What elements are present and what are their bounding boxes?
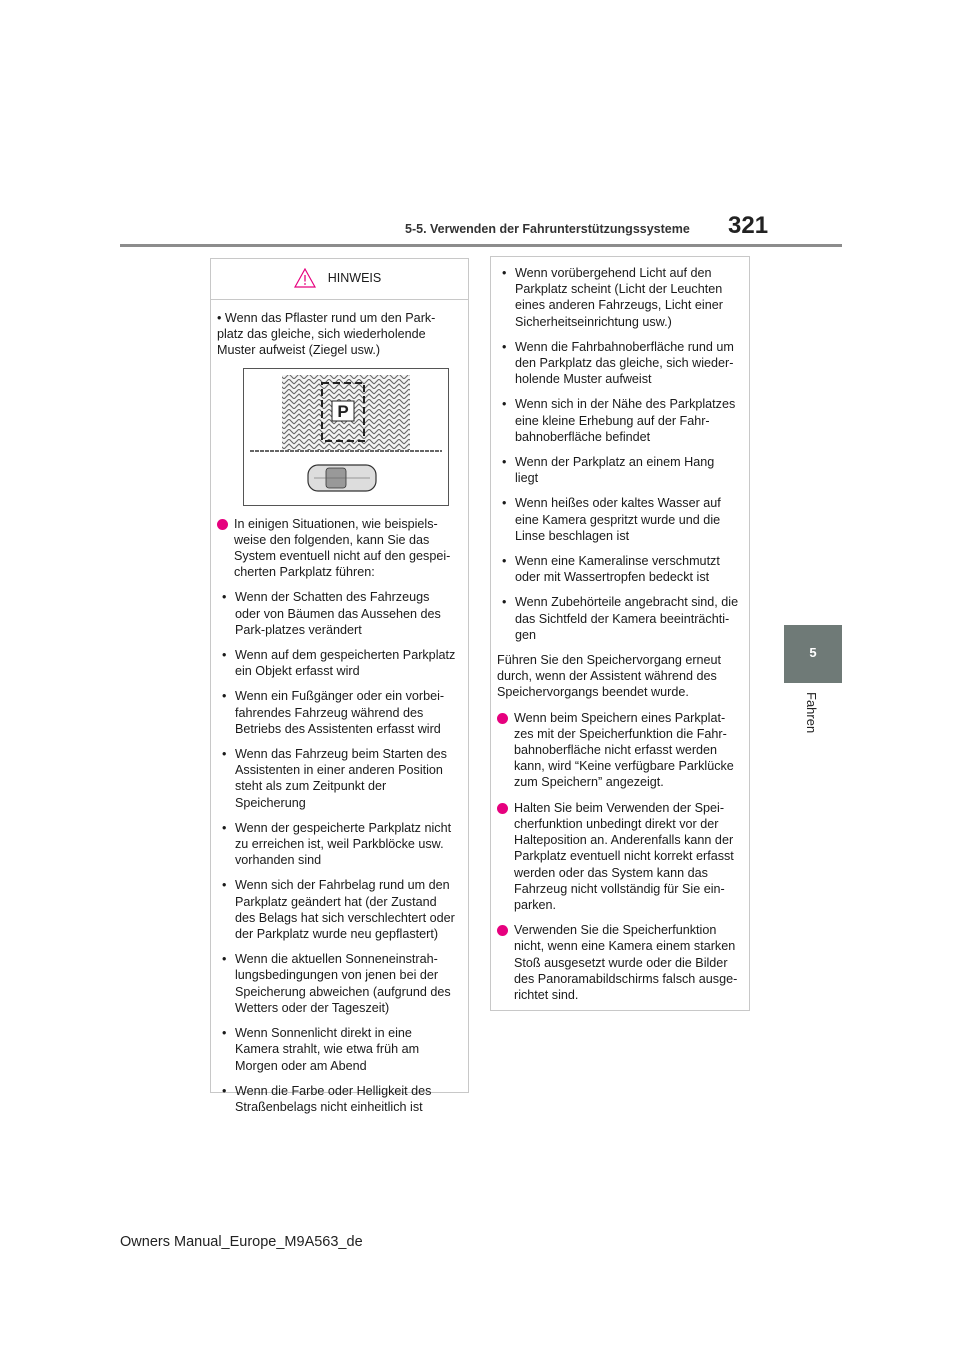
section-title: 5-5. Verwenden der Fahrunterstützungssysteme [405, 222, 690, 236]
list-item: • Wenn sich in der Nähe des Parkplatzes eine kleine Erhebung auf der Fahr-bahnoberfläche befindet [502, 397, 736, 444]
chapter-label: Fahren [804, 692, 819, 734]
parking-pattern-illustration [243, 368, 449, 506]
chapter-tab [784, 625, 842, 683]
list-item: • Wenn sich der Fahrbelag rund um den Parkplatz geändert hat (der Zustand des Belags hat sich verschlechtert oder der Parkplatz wurde neu gepflastert) [222, 878, 455, 942]
note-box-left [210, 258, 469, 1114]
note-divider [211, 299, 468, 300]
header-rule [120, 244, 842, 247]
list-item: • Wenn ein Fußgänger oder ein vorbei-fahrendes Fahrzeug während des Betriebs des Assistenten erfasst wird [222, 689, 445, 736]
list-item: • Wenn die Farbe oder Helligkeit des Straßenbelags nicht einheitlich ist [222, 1083, 432, 1114]
list-item: • Wenn die Fahrbahnoberfläche rund um den Parkplatz das gleiche, sich wieder-holende Muster aufweist [502, 339, 734, 387]
list-item: • Wenn die aktuellen Sonneneinstrah-lungsbedingungen von jenen bei der Speicherung abweichen (aufgrund des Wetters oder der Tageszeit) [222, 952, 451, 1015]
note-point: Wenn beim Speichern eines Parkplat-zes mit der Speicherfunktion die Fahr-bahnoberfläche nicht erfasst werden kann, wird “Keine verfügbare Parklücke zum Speichern” angezeigt. [497, 710, 739, 791]
note-paragraph: Führen Sie den Speichervorgang erneut durch, wenn der Assistent während des Speichervorgangs beendet wurde. [497, 653, 722, 700]
note-point: Verwenden Sie die Speicherfunktion nicht, wenn eine Kamera einem starken Stoß ausgesetzt wurde oder die Bilder des Panoramabildschirms falsch ausge-richtet sind. [497, 922, 739, 1003]
list-item: • Wenn der Schatten des Fahrzeugs oder von Bäumen das Aussehen des Park-platzes verändert [222, 590, 441, 637]
list-item: • Wenn der Parkplatz an einem Hang liegt [502, 455, 715, 486]
list-item: • Wenn Sonnenlicht direkt in eine Kamera strahlt, wie etwa früh am Morgen oder am Abend [222, 1026, 420, 1073]
note-point: In einigen Situationen, wie beispiels-weise den folgenden, kann Sie das System eventuell nicht auf den gespei-cherten Parkplatz führen: [217, 516, 458, 581]
parking-sign: P [337, 401, 349, 421]
list-item: • Wenn heißes oder kaltes Wasser auf eine Kamera gespritzt wurde und die Linse beschlagen ist [502, 496, 721, 543]
bullet-dot-icon [217, 519, 228, 530]
list-item: • Wenn Zubehörteile angebracht sind, die das Sichtfeld der Kamera beeinträchti-gen [502, 595, 739, 642]
chapter-number: 5 [809, 645, 817, 660]
list-item: • Wenn auf dem gespeicherten Parkplatz ein Objekt erfasst wird [222, 648, 456, 679]
bullet-dot-icon [497, 803, 508, 814]
list-item: • Wenn das Fahrzeug beim Starten des Assistenten in einer anderen Position steht als zum Zeitpunkt der Speicherung [222, 747, 447, 810]
page-number: 321 [728, 212, 769, 239]
note-heading: HINWEIS [327, 270, 382, 285]
warning-triangle-icon [294, 268, 316, 288]
note-header [217, 267, 458, 289]
note-point: Halten Sie beim Verwenden der Spei-cherfunktion unbedingt direkt vor der Halteposition an. Anderenfalls kann der Parkplatz eventuell nicht korrekt erfasst werden oder das System kann das Fahrzeug nicht vollständig für Sie ein-parken. [497, 800, 739, 913]
list-item: • Wenn der gespeicherte Parkplatz nicht zu erreichen ist, weil Parkblöcke usw. vorhanden sind [222, 820, 452, 868]
bullet-dot-icon [497, 713, 508, 724]
list-item: • Wenn eine Kameralinse verschmutzt oder mit Wassertropfen bedeckt ist [502, 554, 720, 585]
note-box-right [490, 256, 750, 1011]
bullet-dot-icon [497, 925, 508, 936]
list-item: • Wenn vorübergehend Licht auf den Parkplatz scheint (Licht der Leuchten eines anderen Fahrzeugs, Licht einer Sicherheitseinrichtung usw.) [502, 266, 723, 329]
footer-document-id: Owners Manual_Europe_M9A563_de [120, 1234, 363, 1250]
intro-bullet: • Wenn das Pflaster rund um den Park-platz das gleiche, sich wiederholende Muster aufweist (Ziegel usw.) [217, 311, 436, 358]
